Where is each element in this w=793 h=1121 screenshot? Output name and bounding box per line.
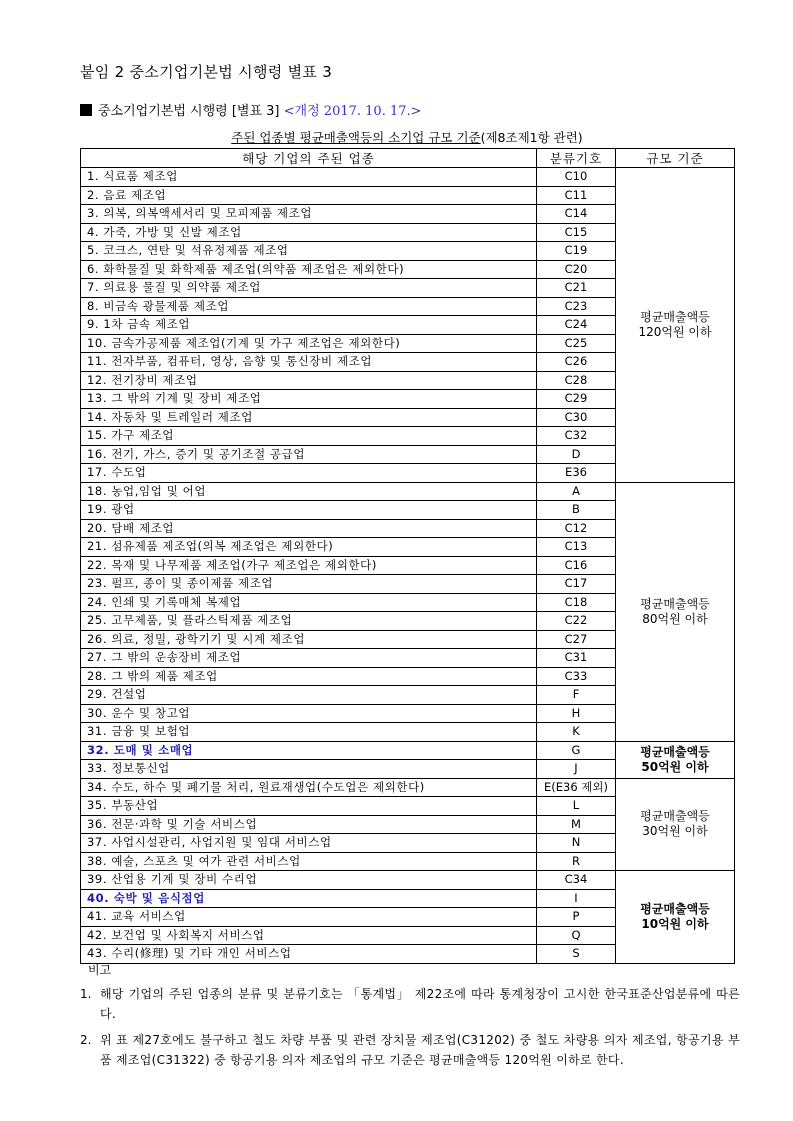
industry-cell: 3. 의복, 의복액세서리 및 모피제품 제조업 (81, 205, 537, 224)
amendment-note: <개정 2017. 10. 17.> (283, 104, 422, 119)
criteria-cell-30 (616, 778, 735, 871)
code-cell: C18 (537, 593, 616, 612)
industry-cell: 17. 수도업 (81, 464, 537, 483)
header-criteria: 규모 기준 (616, 149, 735, 168)
industry-cell: 38. 예술, 스포츠 및 여가 관련 서비스업 (81, 852, 537, 871)
code-cell: C33 (537, 667, 616, 686)
code-cell: C23 (537, 297, 616, 316)
remarks-title: 비고 (88, 963, 112, 977)
remark-number: 1. (80, 987, 92, 1001)
table-row (81, 168, 735, 187)
table-title (80, 128, 734, 146)
industry-cell: 22. 목재 및 나무제품 제조업(가구 제조업은 제외한다) (81, 556, 537, 575)
table-title-ref: (제8조제1항 관련) (480, 130, 583, 145)
code-cell: C21 (537, 279, 616, 298)
industry-cell: 6. 화학물질 및 화학제품 제조업(의약품 제조업은 제외한다) (81, 260, 537, 279)
code-cell: H (537, 704, 616, 723)
criteria-cell-80 (616, 482, 735, 741)
code-cell: M (537, 815, 616, 834)
industry-cell: 19. 광업 (81, 501, 537, 520)
criteria-cell-120 (616, 168, 735, 483)
table-header-row (81, 149, 735, 168)
code-cell: J (537, 760, 616, 779)
code-cell: C14 (537, 205, 616, 224)
attachment-title: 붙임 2 중소기업기본법 시행령 별표 3 (80, 63, 333, 81)
code-cell: G (537, 741, 616, 760)
industry-cell: 25. 고무제품, 및 플라스틱제품 제조업 (81, 612, 537, 631)
industry-cell: 31. 금융 및 보험업 (81, 723, 537, 742)
industry-cell: 1. 식료품 제조업 (81, 168, 537, 187)
code-cell: C26 (537, 353, 616, 372)
code-cell: E36 (537, 464, 616, 483)
table-row (81, 871, 735, 890)
criteria-line: 120억원 이하 (638, 324, 712, 339)
code-cell: C10 (537, 168, 616, 187)
code-cell: C22 (537, 612, 616, 631)
industry-cell: 37. 사업시설관리, 사업지원 및 임대 서비스업 (81, 834, 537, 853)
industry-cell: 5. 코크스, 연탄 및 석유정제품 제조업 (81, 242, 537, 261)
criteria-cell-10 (616, 871, 735, 964)
industry-cell: 33. 정보통신업 (81, 760, 537, 779)
code-cell: C15 (537, 223, 616, 242)
criteria-line: 10억원 이하 (641, 916, 709, 931)
code-cell: R (537, 852, 616, 871)
code-cell: D (537, 445, 616, 464)
section-heading (80, 100, 422, 119)
code-cell: Q (537, 926, 616, 945)
remark-note (80, 1030, 740, 1070)
header-industry: 해당 기업의 주된 업종 (81, 149, 537, 168)
code-cell: C17 (537, 575, 616, 594)
code-cell: C20 (537, 260, 616, 279)
industry-cell: 41. 교육 서비스업 (81, 908, 537, 927)
square-bullet-icon (80, 104, 92, 116)
code-cell: C25 (537, 334, 616, 353)
table-row (81, 778, 735, 797)
criteria-line: 평균매출액등 (640, 901, 710, 916)
code-cell: C24 (537, 316, 616, 335)
code-cell: I (537, 889, 616, 908)
industry-cell: 15. 가구 제조업 (81, 427, 537, 446)
industry-cell: 35. 부동산업 (81, 797, 537, 816)
remark-note (80, 984, 740, 1024)
industry-cell: 4. 가죽, 가방 및 신발 제조업 (81, 223, 537, 242)
code-cell: C27 (537, 630, 616, 649)
industry-cell: 18. 농업,임업 및 어업 (81, 482, 537, 501)
criteria-line: 50억원 이하 (641, 759, 709, 774)
industry-cell: 39. 산업용 기계 및 장비 수리업 (81, 871, 537, 890)
criteria-line: 평균매출액등 (640, 744, 710, 759)
remark-number: 2. (80, 1033, 92, 1047)
industry-cell: 10. 금속가공제품 제조업(기계 및 가구 제조업은 제외한다) (81, 334, 537, 353)
table-row (81, 741, 735, 760)
industry-cell: 40. 숙박 및 음식점업 (81, 889, 537, 908)
code-cell: E(E36 제외) (537, 778, 616, 797)
industry-cell: 20. 담배 제조업 (81, 519, 537, 538)
industry-cell: 24. 인쇄 및 기록매체 복제업 (81, 593, 537, 612)
code-cell: A (537, 482, 616, 501)
code-cell: C11 (537, 186, 616, 205)
code-cell: K (537, 723, 616, 742)
industry-cell: 9. 1차 금속 제조업 (81, 316, 537, 335)
industry-cell: 16. 전기, 가스, 증기 및 공기조절 공급업 (81, 445, 537, 464)
code-cell: C32 (537, 427, 616, 446)
remark-text: 위 표 제27호에도 불구하고 철도 차량 부품 및 관련 장치물 제조업(C31202) 중 철도 차량용 의자 제조업, 항공기용 부품 제조업(C31322) 중 항공기용 의자 제조업의 규모 기준은 평균매출액등 120억원 이하로 한다. (100, 1033, 740, 1067)
code-cell: C13 (537, 538, 616, 557)
industry-cell: 21. 섬유제품 제조업(의복 제조업은 제외한다) (81, 538, 537, 557)
remarks-section (80, 961, 740, 1076)
criteria-cell-50 (616, 741, 735, 778)
criteria-line: 평균매출액등 (640, 309, 710, 324)
code-cell: L (537, 797, 616, 816)
industry-cell: 12. 전기장비 제조업 (81, 371, 537, 390)
code-cell: P (537, 908, 616, 927)
industry-cell: 28. 그 밖의 제품 제조업 (81, 667, 537, 686)
industry-cell: 36. 전문·과학 및 기술 서비스업 (81, 815, 537, 834)
section-text: 중소기업기본법 시행령 [별표 3] (98, 104, 280, 119)
industry-cell: 14. 자동차 및 트레일러 제조업 (81, 408, 537, 427)
code-cell: N (537, 834, 616, 853)
industry-cell: 8. 비금속 광물제품 제조업 (81, 297, 537, 316)
industry-cell: 42. 보건업 및 사회복지 서비스업 (81, 926, 537, 945)
industry-cell: 23. 펄프, 종이 및 종이제품 제조업 (81, 575, 537, 594)
industry-cell: 27. 그 밖의 운송장비 제조업 (81, 649, 537, 668)
criteria-line: 평균매출액등 (640, 809, 710, 824)
code-cell: S (537, 945, 616, 964)
industry-cell: 13. 그 밖의 기계 및 장비 제조업 (81, 390, 537, 409)
industry-cell: 32. 도매 및 소매업 (81, 741, 537, 760)
criteria-line: 80억원 이하 (642, 611, 708, 626)
code-cell: C16 (537, 556, 616, 575)
industry-cell: 34. 수도, 하수 및 폐기물 처리, 원료재생업(수도업은 제외한다) (81, 778, 537, 797)
industry-cell: 11. 전자부품, 컴퓨터, 영상, 음향 및 통신장비 제조업 (81, 353, 537, 372)
code-cell: C28 (537, 371, 616, 390)
code-cell: C29 (537, 390, 616, 409)
industry-cell: 26. 의료, 정밀, 광학기기 및 시계 제조업 (81, 630, 537, 649)
code-cell: B (537, 501, 616, 520)
table-row (81, 482, 735, 501)
industry-cell: 43. 수리(修理) 및 기타 개인 서비스업 (81, 945, 537, 964)
industry-cell: 29. 건설업 (81, 686, 537, 705)
industry-cell: 7. 의료용 물질 및 의약품 제조업 (81, 279, 537, 298)
size-criteria-table (80, 148, 735, 964)
code-cell: C31 (537, 649, 616, 668)
industry-cell: 30. 운수 및 창고업 (81, 704, 537, 723)
remark-text: 해당 기업의 주된 업종의 분류 및 분류기호는 「통계법」 제22조에 따라 통계청장이 고시한 한국표준산업분류에 따른다. (100, 987, 740, 1021)
criteria-line: 30억원 이하 (642, 824, 708, 839)
header-code: 분류기호 (537, 149, 616, 168)
code-cell: C30 (537, 408, 616, 427)
code-cell: C19 (537, 242, 616, 261)
criteria-line: 평균매출액등 (640, 596, 710, 611)
table-title-main: 주된 업종별 평균매출액등의 소기업 규모 기준 (231, 130, 481, 145)
code-cell: C12 (537, 519, 616, 538)
code-cell: C34 (537, 871, 616, 890)
code-cell: F (537, 686, 616, 705)
industry-cell: 2. 음료 제조업 (81, 186, 537, 205)
